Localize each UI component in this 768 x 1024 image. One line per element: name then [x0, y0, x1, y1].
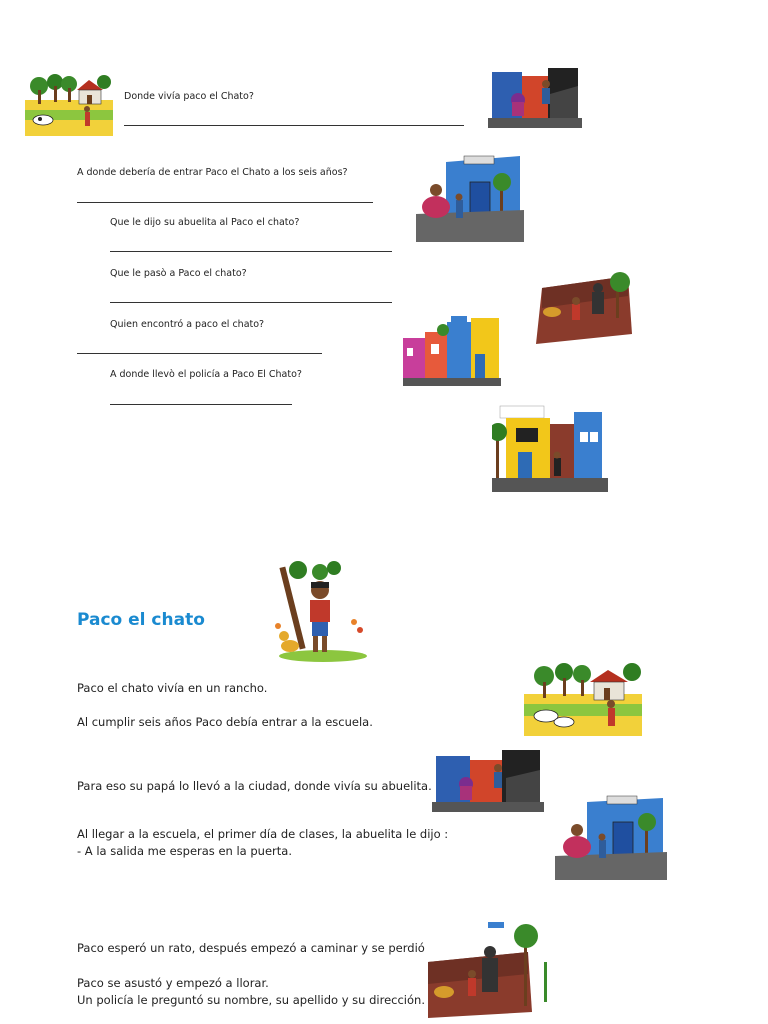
- city-street-illustration: [488, 64, 582, 128]
- story-paragraph-6b: Un policía le preguntó su nombre, su apellido y su dirección.: [77, 993, 425, 1007]
- police-boy-illustration: [428, 922, 550, 1018]
- story-paragraph-6a: Paco se asustó y empezó a llorar.: [77, 976, 269, 990]
- answer-line-3[interactable]: [110, 251, 392, 252]
- story-paragraph-4b: - A la salida me esperas en la puerta.: [77, 844, 292, 858]
- lost-boy-illustration: [532, 268, 638, 344]
- answer-line-6[interactable]: [110, 404, 292, 405]
- story-title: Paco el chato: [77, 610, 205, 630]
- school-door-illustration-large: [555, 794, 667, 880]
- ranch-illustration-large: [524, 660, 642, 736]
- story-paragraph-1: Paco el chato vivía en un rancho.: [77, 681, 268, 695]
- school-building-illustration: [492, 402, 608, 492]
- answer-line-4[interactable]: [110, 302, 392, 303]
- question-4: Que le pasò a Paco el chato?: [110, 268, 247, 279]
- police-street-illustration: [403, 314, 501, 386]
- story-paragraph-3: Para eso su papá lo llevó a la ciudad, donde vivía su abuelita.: [77, 779, 432, 793]
- boy-with-dog-illustration: [268, 560, 370, 664]
- question-2: A donde debería de entrar Paco el Chato a los seis años?: [77, 167, 348, 178]
- story-paragraph-4a: Al llegar a la escuela, el primer día de clases, la abuelita le dijo :: [77, 827, 449, 841]
- city-street-illustration-large: [432, 748, 544, 812]
- question-3: Que le dijo su abuelita al Paco el chato?: [110, 217, 300, 228]
- answer-line-1[interactable]: [124, 125, 464, 126]
- question-6: A donde llevò el policía a Paco El Chato?: [110, 369, 302, 380]
- question-5: Quien encontró a paco el chato?: [110, 319, 265, 330]
- question-1: Donde vivía paco el Chato?: [124, 91, 254, 102]
- school-door-illustration: [416, 152, 524, 242]
- ranch-illustration: [25, 72, 113, 136]
- story-paragraph-2: Al cumplir seis años Paco debía entrar a la escuela.: [77, 715, 373, 729]
- answer-line-5[interactable]: [77, 353, 322, 354]
- story-paragraph-5: Paco esperó un rato, después empezó a caminar y se perdió: [77, 941, 425, 955]
- answer-line-2[interactable]: [77, 202, 373, 203]
